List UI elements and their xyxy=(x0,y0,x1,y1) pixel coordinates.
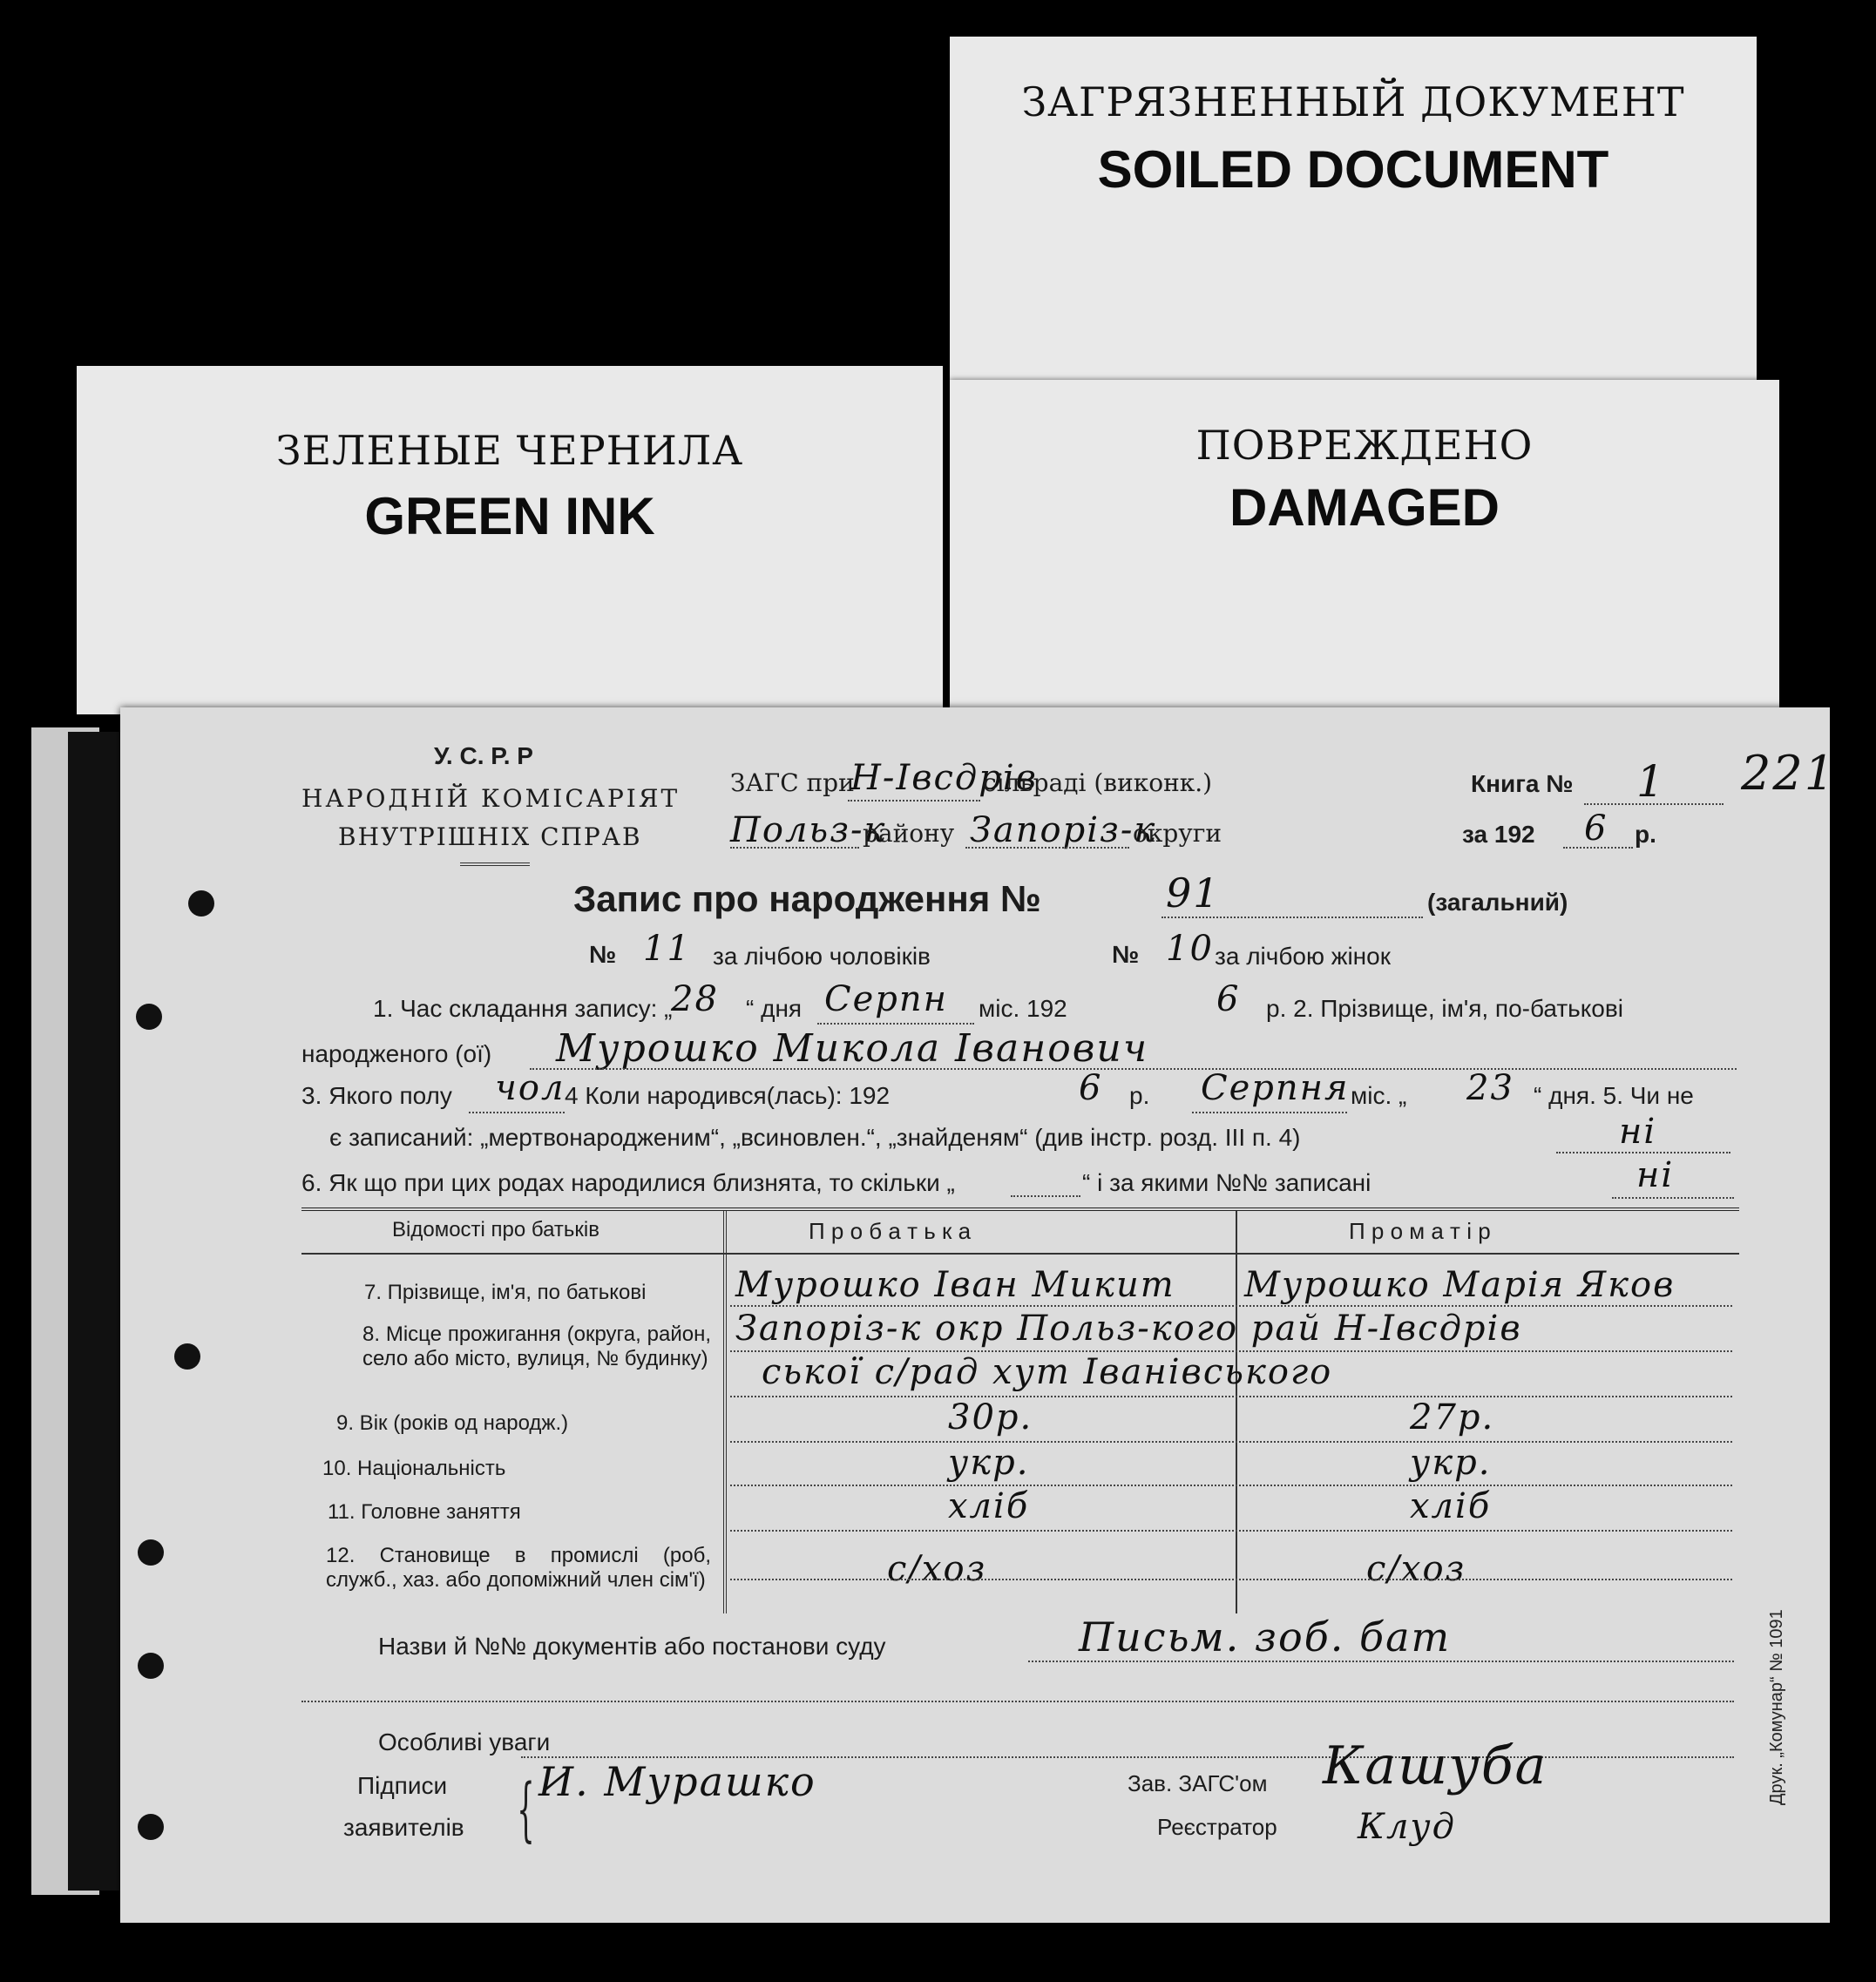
signatures-label-1: Підписи xyxy=(357,1772,448,1799)
row-7-father: Мурошко Іван Микит xyxy=(735,1265,1175,1305)
row-12-label: 12. Становище в промислі (роб, служб., хаз. або допоміжний член сім'ї) xyxy=(326,1544,711,1592)
field-4-month: Серпня xyxy=(1201,1068,1350,1108)
col-info-header: Відомості про батьків xyxy=(392,1218,599,1241)
record-number: 91 xyxy=(1166,869,1221,917)
table-divider-1 xyxy=(723,1211,727,1613)
zags-suffix: сільраді (виконк.) xyxy=(983,768,1213,797)
field-5-value: ні xyxy=(1619,1112,1657,1152)
field-1-month: Серпн xyxy=(824,979,948,1019)
row-10-mother: укр. xyxy=(1410,1443,1492,1483)
row-7-mother: Мурошко Марія Яков xyxy=(1244,1265,1676,1305)
field-3-value: чол xyxy=(495,1068,566,1108)
field-3-line xyxy=(469,1112,565,1113)
field-1-year-label: р. 2. Прізвище, ім'я, по-батькові xyxy=(1266,995,1623,1022)
field-6-value: ні xyxy=(1636,1155,1675,1195)
year-line xyxy=(1563,847,1633,849)
zags-prefix: ЗАГС при xyxy=(730,768,855,797)
punch-hole xyxy=(138,1539,164,1566)
row-11-label: 11. Головне заняття xyxy=(328,1500,521,1524)
green-label-en: GREEN INK xyxy=(364,487,655,545)
row-8-father: Запоріз-к окр Польз-кого рай Н-Івсдрів xyxy=(735,1309,1522,1349)
remarks-label: Особливі уваги xyxy=(378,1728,551,1755)
docs-line-2 xyxy=(301,1701,1734,1702)
damaged-card xyxy=(950,380,1779,711)
head-signature: Кашуба xyxy=(1323,1735,1548,1796)
field-6-mid: “ і за якими №№ записані xyxy=(1082,1169,1371,1196)
table-row-rule xyxy=(730,1485,1732,1486)
female-prefix: № xyxy=(1112,941,1140,968)
raion-label: району xyxy=(863,819,955,848)
field-4-year: 6 xyxy=(1079,1068,1103,1108)
table-divider-2 xyxy=(1236,1211,1237,1613)
female-number: 10 xyxy=(1166,929,1214,969)
green-label-ru: ЗЕЛЕНЫЕ ЧЕРНИЛА xyxy=(275,427,744,474)
docs-value: Письм. зоб. бат xyxy=(1079,1613,1452,1661)
docs-line xyxy=(1028,1661,1734,1662)
row-10-label: 10. Національність xyxy=(322,1457,506,1480)
field-4-label: 4 Коли народився(лась): 192 xyxy=(565,1082,891,1109)
row-12-father: с/хоз xyxy=(887,1549,987,1589)
year-label: за 192 xyxy=(1462,821,1535,848)
corner-number: 221 xyxy=(1741,746,1837,801)
docs-label: Назви й №№ документів або постанови суду xyxy=(378,1633,886,1660)
field-1-label: 1. Час складання запису: „ xyxy=(373,995,673,1022)
punch-hole xyxy=(188,890,214,917)
field-1-month-label: міс. 192 xyxy=(979,995,1067,1022)
book-number: 1 xyxy=(1636,756,1666,807)
table-row-rule xyxy=(730,1305,1732,1307)
field-6-line xyxy=(1612,1197,1734,1199)
male-number: 11 xyxy=(643,929,691,969)
row-11-mother: хліб xyxy=(1410,1486,1492,1526)
field-4-day: 23 xyxy=(1466,1068,1514,1108)
ussr-label: У. С. Р. Р xyxy=(434,742,533,769)
punch-hole xyxy=(174,1343,200,1370)
record-title: Запис про народження № xyxy=(573,878,1041,919)
table-row-rule xyxy=(730,1396,1732,1397)
field-2-name: Мурошко Микола Іванович xyxy=(556,1026,1149,1071)
field-4-month-line xyxy=(1192,1112,1347,1113)
row-8-label: 8. Місце прожигання (округа, район, село або місто, вулиця, № будинку) xyxy=(362,1322,711,1370)
zags-village-line xyxy=(848,800,980,802)
damaged-label-en: DAMAGED xyxy=(1229,478,1500,537)
row-10-father: укр. xyxy=(948,1443,1030,1483)
punch-hole xyxy=(138,1814,164,1840)
okruha-label: округи xyxy=(1133,819,1222,848)
field-6-count-line xyxy=(1011,1195,1080,1197)
field-4-r: р. xyxy=(1129,1082,1150,1109)
year-suffix: р. xyxy=(1635,821,1656,848)
book-label: Книга № xyxy=(1471,770,1574,797)
table-top-rule xyxy=(301,1207,1739,1211)
green-ink-card xyxy=(77,366,943,714)
registrar-label: Реєстратор xyxy=(1157,1814,1277,1840)
soiled-label-ru: ЗАГРЯЗНЕННЫЙ ДОКУМЕНТ xyxy=(1021,78,1685,125)
row-7-label: 7. Прізвище, ім'я, по батькові xyxy=(364,1281,647,1304)
punch-hole xyxy=(136,1004,162,1030)
printer-imprint: Друк. „Комунар“ № 1091 xyxy=(1767,1609,1786,1805)
field-6-label: 6. Як що при цих родах народилися близнята, то скільки „ xyxy=(301,1169,955,1196)
male-prefix: № xyxy=(589,941,617,968)
field-1-year: 6 xyxy=(1216,979,1241,1019)
field-4-day-label: “ дня. 5. Чи не xyxy=(1534,1082,1694,1109)
record-general: (загальний) xyxy=(1427,889,1568,916)
female-label: за лічбою жінок xyxy=(1215,943,1391,970)
raion-line xyxy=(730,847,859,849)
field-5-label: є записаний: „мертвонародженим“, „всиновлен.“, „знайденям“ (див інстр. розд. III п. 4) xyxy=(329,1124,1301,1151)
signature-brace: { xyxy=(517,1769,535,1850)
row-9-mother: 27р. xyxy=(1410,1397,1495,1437)
male-label: за лічбою чоловіків xyxy=(713,943,931,970)
table-row-rule xyxy=(730,1530,1732,1532)
ministry-underline xyxy=(460,862,530,866)
zags-village-hw: Н-Івсдрів xyxy=(850,758,1038,798)
field-5-line xyxy=(1556,1152,1730,1153)
birth-record-form xyxy=(120,707,1837,1923)
field-4-mis: міс. „ xyxy=(1351,1082,1407,1109)
record-number-line xyxy=(1161,917,1423,918)
year-hw: 6 xyxy=(1584,808,1608,849)
binding-bar xyxy=(68,732,122,1891)
row-12-mother: с/хоз xyxy=(1366,1549,1466,1589)
soiled-label-en: SOILED DOCUMENT xyxy=(1097,140,1609,199)
field-2-label: народженого (ої) xyxy=(301,1040,492,1067)
row-11-father: хліб xyxy=(948,1486,1030,1526)
applicant-signature: И. Мурашко xyxy=(538,1758,816,1805)
okruha-hw: Запоріз-к xyxy=(970,810,1157,850)
damaged-label-ru: ПОВРЕЖДЕНО xyxy=(1195,422,1534,469)
col-mother-header: П р о м а т і р xyxy=(1349,1218,1491,1244)
table-row-rule xyxy=(730,1441,1732,1443)
field-1-day: 28 xyxy=(671,979,719,1019)
col-father-header: П р о б а т ь к а xyxy=(809,1218,972,1244)
registrar-signature: Клуд xyxy=(1358,1807,1456,1847)
raion-hw: Польз-к xyxy=(730,810,887,850)
table-row-rule xyxy=(730,1579,1732,1580)
book-line xyxy=(1584,803,1724,805)
punch-hole xyxy=(138,1653,164,1679)
ministry-line-1: НАРОДНІЙ КОМІСАРІЯТ xyxy=(301,784,681,813)
row-8-mother: ської с/рад хут Іванівського xyxy=(762,1352,1333,1392)
okruha-line xyxy=(965,847,1129,849)
ministry-line-2: ВНУТРІШНІХ СПРАВ xyxy=(338,822,642,851)
signatures-label-2: заявителів xyxy=(343,1814,464,1841)
field-2-line xyxy=(530,1068,1737,1070)
field-1-month-line xyxy=(817,1023,974,1025)
table-row-rule xyxy=(730,1350,1732,1352)
field-1-day-label: “ дня xyxy=(746,995,803,1022)
head-label: Зав. ЗАГС'ом xyxy=(1128,1770,1268,1796)
table-header-rule xyxy=(301,1253,1739,1255)
row-9-label: 9. Вік (років од народж.) xyxy=(336,1411,569,1435)
row-9-father: 30р. xyxy=(948,1397,1033,1437)
soiled-document-card xyxy=(950,37,1757,381)
field-3-label: 3. Якого полу xyxy=(301,1082,452,1109)
